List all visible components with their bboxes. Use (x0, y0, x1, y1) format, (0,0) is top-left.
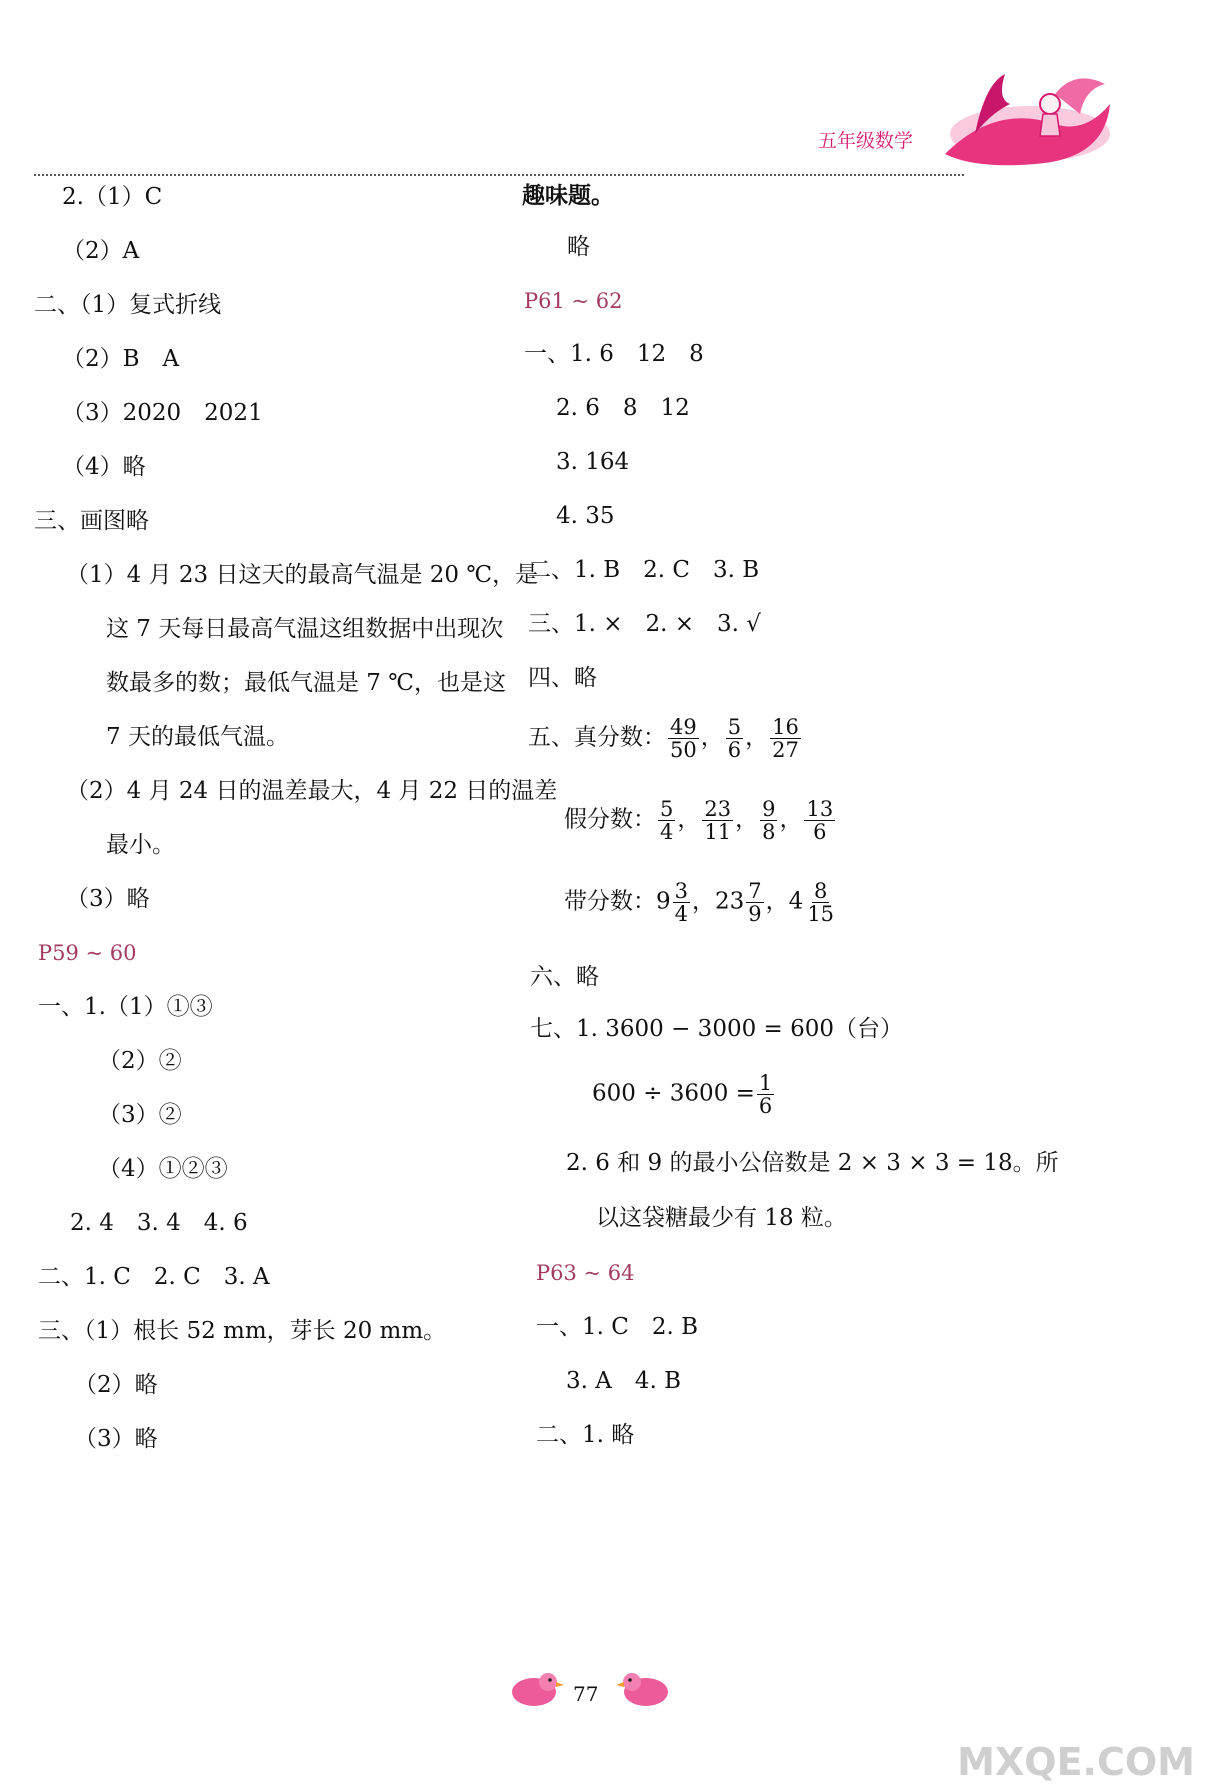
separator: ， (735, 806, 759, 833)
denominator: 50 (670, 738, 697, 763)
answer-line: （2）B A (62, 346, 180, 372)
answer-line: 4. 35 (556, 503, 615, 529)
answer-line: （1）4 月 23 日这天的最高气温是 20 ℃，是 (66, 562, 539, 588)
answer-line: 2.（1）C (62, 184, 163, 210)
denominator: 6 (813, 820, 827, 845)
answer-line: （4）略 (62, 454, 146, 480)
section-heading: 趣味题。 (522, 182, 614, 209)
separator: ， (677, 806, 701, 833)
denominator: 8 (762, 820, 776, 845)
answer-line: （2）② (98, 1048, 182, 1074)
answer-line: 二、1. B 2. C 3. B (528, 557, 760, 583)
page-number: 77 (573, 1682, 599, 1706)
fraction (805, 880, 836, 925)
answer-line: （3）略 (66, 886, 150, 912)
answer-line: 3. 164 (556, 449, 630, 475)
proper-fractions-line (528, 716, 803, 761)
proper-label: 五、真分数： (528, 724, 666, 751)
fraction (673, 880, 690, 925)
answer-line: （2）略 (74, 1372, 158, 1398)
separator: ， (692, 888, 716, 915)
section-heading: P63 ~ 64 (536, 1261, 635, 1285)
numerator: 7 (748, 879, 762, 903)
numerator: 3 (674, 879, 689, 903)
section-heading: P59 ~ 60 (38, 941, 137, 965)
answer-line: 三、画图略 (34, 508, 149, 534)
mixed-numbers-line (564, 880, 838, 925)
fraction (746, 880, 763, 925)
section-heading: P61 ~ 62 (524, 289, 623, 313)
division-line (592, 1072, 776, 1117)
answer-line: 2. 6 和 9 的最小公倍数是 2 × 3 × 3 = 18。所 (566, 1150, 1059, 1176)
answer-line: 7 天的最低气温。 (106, 724, 289, 750)
numerator: 16 (772, 715, 799, 739)
denominator: 27 (772, 738, 799, 763)
denominator: 4 (660, 820, 674, 845)
separator: ， (745, 724, 769, 751)
answer-line: 三、（1）根长 52 mm，芽长 20 mm。 (38, 1318, 447, 1344)
denominator: 15 (807, 902, 835, 927)
answer-line: （3）② (98, 1102, 182, 1128)
bird-icon (508, 1668, 564, 1710)
answer-line: 二、（1）复式折线 (34, 292, 222, 318)
answer-line: 七、1. 3600 − 3000 = 600（台） (530, 1016, 904, 1042)
fraction (804, 798, 835, 843)
division-expression: 600 ÷ 3600 = (592, 1080, 755, 1107)
answer-line: 这 7 天每日最高气温这组数据中出现次 (106, 616, 504, 642)
answer-line: （2）4 月 24 日的温差最大，4 月 22 日的温差 (66, 778, 558, 804)
fraction (760, 798, 777, 843)
denominator: 6 (758, 1094, 773, 1119)
bird-icon (616, 1668, 672, 1710)
separator: ， (779, 806, 803, 833)
answer-line: 2. 6 8 12 (556, 395, 690, 421)
answer-line: 最小。 (106, 832, 175, 858)
answer-line: 3. A 4. B (566, 1368, 682, 1394)
separator: ， (765, 888, 789, 915)
watermark: MXQE.COM (957, 1740, 1195, 1784)
header-divider (34, 174, 964, 176)
whole-part: 23 (715, 888, 745, 915)
answer-line: 一、1. C 2. B (536, 1314, 699, 1340)
denominator: 11 (704, 820, 732, 845)
answer-line: 二、1. C 2. C 3. A (38, 1264, 270, 1290)
numerator: 13 (806, 797, 834, 821)
answer-line: 数最多的数；最低气温是 7 ℃，也是这 (106, 670, 506, 696)
fraction (668, 716, 699, 761)
whole-part: 4 (788, 888, 804, 915)
whole-part: 9 (656, 888, 671, 915)
denominator: 9 (748, 902, 762, 927)
numerator: 9 (762, 797, 776, 821)
fraction (702, 798, 733, 843)
answer-line: 以这袋糖最少有 18 粒。 (596, 1205, 847, 1231)
fraction (658, 798, 675, 843)
answer-line: （3）2020 2021 (62, 400, 263, 426)
fraction (757, 1072, 774, 1117)
answer-line: 六、略 (530, 964, 599, 990)
improper-label: 假分数： (564, 806, 656, 833)
fraction (726, 716, 743, 761)
answer-line: 2. 4 3. 4 4. 6 (70, 1210, 248, 1236)
numerator: 23 (704, 797, 732, 821)
improper-fractions-line (564, 798, 837, 843)
numerator: 49 (670, 715, 697, 739)
answer-line: 略 (567, 234, 590, 260)
answer-line: 二、1. 略 (536, 1422, 635, 1448)
numerator: 8 (813, 879, 828, 903)
answer-line: 一、1.（1）①③ (38, 994, 213, 1020)
numerator: 1 (758, 1071, 773, 1095)
numerator: 5 (660, 797, 674, 821)
answer-line: 一、1. 6 12 8 (524, 341, 704, 367)
fraction (770, 716, 801, 761)
answer-line: （2）A (62, 238, 140, 264)
header-illustration (935, 64, 1115, 174)
answer-line: （3）略 (74, 1426, 158, 1452)
answer-line: 三、1. × 2. × 3. √ (528, 611, 761, 637)
separator: ， (700, 724, 724, 751)
mixed-label: 带分数： (564, 888, 656, 915)
denominator: 6 (727, 738, 742, 763)
header-title: 五年级数学 (818, 130, 914, 152)
numerator: 5 (727, 715, 742, 739)
answer-line: 四、略 (528, 665, 597, 691)
denominator: 4 (674, 902, 689, 927)
answer-line: （4）①②③ (98, 1156, 228, 1182)
